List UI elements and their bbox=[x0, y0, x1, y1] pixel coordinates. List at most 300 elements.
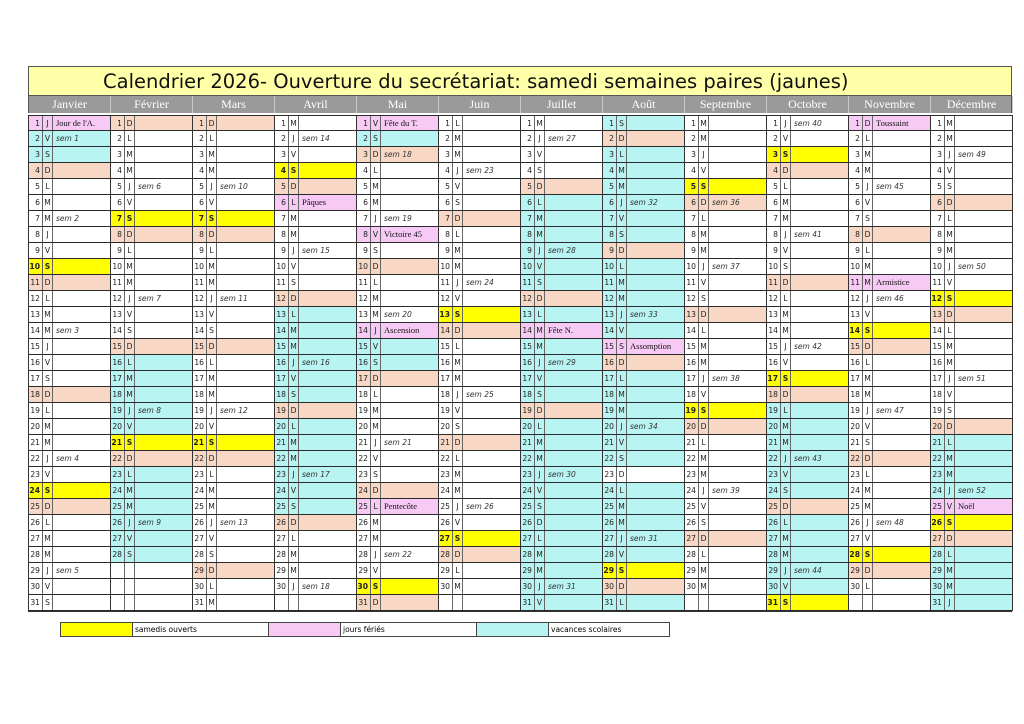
week-number: sem 25 bbox=[466, 390, 494, 399]
week-number bbox=[545, 387, 602, 402]
week-number: sem 2 bbox=[56, 214, 79, 223]
day-number: 24 bbox=[685, 483, 699, 498]
week-number bbox=[709, 339, 766, 354]
week-number bbox=[955, 179, 1012, 194]
day-cell bbox=[111, 435, 192, 451]
week-number bbox=[463, 371, 520, 386]
week-number bbox=[955, 307, 1012, 322]
day-cell bbox=[275, 387, 356, 403]
week-number bbox=[545, 563, 602, 578]
day-cell bbox=[357, 451, 438, 467]
day-cell bbox=[111, 339, 192, 355]
day-letter: J bbox=[699, 371, 709, 386]
week-number bbox=[299, 179, 356, 194]
day-number: 18 bbox=[439, 387, 453, 402]
day-letter: D bbox=[453, 323, 463, 338]
week-number bbox=[873, 147, 930, 162]
week-number bbox=[627, 403, 684, 418]
day-cell bbox=[357, 339, 438, 355]
day-letter: L bbox=[863, 355, 873, 370]
day-number: 7 bbox=[29, 211, 43, 226]
week-number bbox=[627, 179, 684, 194]
week-number bbox=[709, 179, 766, 194]
week-number bbox=[955, 451, 1012, 466]
week-number: sem 31 bbox=[548, 582, 576, 591]
week-number bbox=[709, 323, 766, 338]
day-cell bbox=[439, 387, 520, 403]
week-number bbox=[709, 116, 766, 130]
day-letter: M bbox=[945, 467, 955, 482]
day-letter: J bbox=[535, 579, 545, 594]
day-number: 24 bbox=[521, 483, 535, 498]
day-number: 14 bbox=[767, 323, 781, 338]
day-letter: L bbox=[863, 467, 873, 482]
day-cell bbox=[931, 227, 1012, 243]
day-cell bbox=[29, 163, 110, 179]
day-letter: J bbox=[289, 243, 299, 258]
week-number bbox=[217, 531, 274, 546]
day-cell bbox=[357, 227, 438, 243]
day-number: 30 bbox=[275, 579, 289, 594]
day-cell bbox=[603, 323, 684, 339]
day-letter: M bbox=[945, 339, 955, 354]
day-number: 25 bbox=[275, 499, 289, 514]
day-number: 27 bbox=[931, 531, 945, 546]
day-letter: L bbox=[289, 419, 299, 434]
day-letter: M bbox=[207, 147, 217, 162]
week-number bbox=[217, 451, 274, 466]
week-number bbox=[873, 499, 930, 514]
week-number bbox=[299, 435, 356, 450]
week-number bbox=[709, 531, 766, 546]
day-number: 9 bbox=[849, 243, 863, 258]
day-letter: V bbox=[453, 291, 463, 306]
day-letter: J bbox=[617, 531, 627, 546]
week-number bbox=[135, 499, 192, 514]
week-number: sem 16 bbox=[302, 358, 330, 367]
day-letter: M bbox=[43, 307, 53, 322]
day-number: 22 bbox=[357, 451, 371, 466]
day-number: 21 bbox=[111, 435, 125, 450]
day-cell bbox=[275, 435, 356, 451]
day-number: 28 bbox=[685, 547, 699, 562]
day-letter: J bbox=[781, 339, 791, 354]
week-number bbox=[299, 116, 356, 130]
day-cell bbox=[275, 307, 356, 323]
week-number: sem 42 bbox=[794, 342, 822, 351]
day-letter: D bbox=[289, 403, 299, 418]
month-header: Janvier bbox=[29, 96, 111, 113]
day-letter: S bbox=[371, 131, 381, 146]
week-number: sem 17 bbox=[302, 470, 330, 479]
day-letter: D bbox=[371, 259, 381, 274]
day-number: 4 bbox=[439, 163, 453, 178]
week-number bbox=[463, 563, 520, 578]
day-cell bbox=[357, 371, 438, 387]
day-letter: M bbox=[453, 131, 463, 146]
day-cell bbox=[521, 355, 602, 371]
day-number: 17 bbox=[193, 371, 207, 386]
day-letter: L bbox=[43, 403, 53, 418]
day-letter: V bbox=[781, 467, 791, 482]
day-cell bbox=[111, 291, 192, 307]
day-cell bbox=[521, 323, 602, 339]
day-number: 7 bbox=[193, 211, 207, 226]
week-number bbox=[217, 547, 274, 562]
day-cell bbox=[193, 275, 274, 291]
day-cell bbox=[521, 419, 602, 435]
day-cell bbox=[357, 547, 438, 563]
day-number: 5 bbox=[439, 179, 453, 194]
week-number bbox=[545, 499, 602, 514]
week-number: sem 7 bbox=[138, 294, 161, 303]
week-number bbox=[873, 483, 930, 498]
week-number bbox=[53, 339, 110, 354]
week-number bbox=[135, 307, 192, 322]
day-cell bbox=[521, 195, 602, 211]
day-number: 3 bbox=[767, 147, 781, 162]
week-number bbox=[217, 307, 274, 322]
day-cell bbox=[521, 467, 602, 483]
day-letter: J bbox=[535, 355, 545, 370]
week-number: sem 31 bbox=[630, 534, 658, 543]
week-number bbox=[299, 323, 356, 338]
day-cell bbox=[685, 387, 766, 403]
day-letter: D bbox=[453, 547, 463, 562]
day-letter: S bbox=[453, 307, 463, 322]
day-number: 23 bbox=[603, 467, 617, 482]
day-cell bbox=[275, 195, 356, 211]
day-letter: S bbox=[863, 435, 873, 450]
day-letter: M bbox=[699, 355, 709, 370]
day-cell bbox=[931, 531, 1012, 547]
month-header: Février bbox=[111, 96, 193, 113]
day-letter: M bbox=[617, 275, 627, 290]
week-number bbox=[135, 323, 192, 338]
day-cell bbox=[275, 499, 356, 515]
day-number: 20 bbox=[29, 419, 43, 434]
day-number: 17 bbox=[521, 371, 535, 386]
day-number: 10 bbox=[357, 259, 371, 274]
day-letter: L bbox=[371, 387, 381, 402]
day-number: 1 bbox=[685, 116, 699, 130]
day-letter: M bbox=[535, 211, 545, 226]
day-cell bbox=[439, 115, 520, 131]
day-cell bbox=[439, 515, 520, 531]
day-letter: D bbox=[617, 131, 627, 146]
day-cell bbox=[193, 531, 274, 547]
day-number: 25 bbox=[603, 499, 617, 514]
week-number bbox=[873, 451, 930, 466]
day-cell bbox=[685, 435, 766, 451]
day-letter: S bbox=[453, 195, 463, 210]
week-number bbox=[299, 163, 356, 178]
week-number bbox=[955, 547, 1012, 562]
day-number: 20 bbox=[275, 419, 289, 434]
week-number bbox=[873, 211, 930, 226]
week-number bbox=[709, 547, 766, 562]
day-cell bbox=[439, 467, 520, 483]
day-letter: S bbox=[699, 403, 709, 418]
day-letter: L bbox=[535, 307, 545, 322]
day-number: 11 bbox=[275, 275, 289, 290]
day-number: 1 bbox=[767, 116, 781, 130]
day-number: 22 bbox=[767, 451, 781, 466]
day-letter: J bbox=[945, 595, 955, 610]
week-number bbox=[873, 307, 930, 322]
day-letter: V bbox=[699, 387, 709, 402]
week-number bbox=[217, 371, 274, 386]
day-number: 11 bbox=[439, 275, 453, 290]
week-number bbox=[709, 211, 766, 226]
week-number bbox=[463, 467, 520, 482]
day-number: 6 bbox=[439, 195, 453, 210]
day-letter: D bbox=[781, 275, 791, 290]
day-number: 12 bbox=[849, 291, 863, 306]
month-column bbox=[275, 115, 357, 611]
week-number bbox=[545, 179, 602, 194]
day-letter: M bbox=[289, 116, 299, 130]
week-number bbox=[545, 451, 602, 466]
day-cell bbox=[357, 579, 438, 595]
day-cell bbox=[767, 531, 848, 547]
day-letter: D bbox=[125, 227, 135, 242]
day-cell bbox=[111, 179, 192, 195]
day-letter: J bbox=[535, 131, 545, 146]
day-cell bbox=[521, 275, 602, 291]
week-number bbox=[709, 227, 766, 242]
week-number bbox=[381, 339, 438, 354]
day-number: 25 bbox=[767, 499, 781, 514]
week-number bbox=[955, 243, 1012, 258]
day-letter: S bbox=[207, 211, 217, 226]
day-number: 25 bbox=[931, 499, 945, 514]
day-number: 8 bbox=[193, 227, 207, 242]
day-cell bbox=[275, 339, 356, 355]
week-number bbox=[135, 547, 192, 562]
day-number: 4 bbox=[521, 163, 535, 178]
day-letter: J bbox=[453, 163, 463, 178]
week-number bbox=[53, 243, 110, 258]
day-cell bbox=[29, 275, 110, 291]
day-cell bbox=[357, 259, 438, 275]
day-letter: L bbox=[617, 595, 627, 610]
day-cell bbox=[193, 563, 274, 579]
day-letter: V bbox=[371, 227, 381, 242]
week-number bbox=[463, 195, 520, 210]
day-letter: S bbox=[125, 323, 135, 338]
day-letter: S bbox=[617, 227, 627, 242]
day-letter: S bbox=[371, 579, 381, 594]
week-number: sem 18 bbox=[302, 582, 330, 591]
week-number bbox=[53, 515, 110, 530]
week-number bbox=[627, 435, 684, 450]
week-number bbox=[135, 355, 192, 370]
day-number: 26 bbox=[767, 515, 781, 530]
week-number bbox=[217, 211, 274, 226]
week-number bbox=[627, 147, 684, 162]
day-letter: M bbox=[43, 211, 53, 226]
day-number: 7 bbox=[357, 211, 371, 226]
day-number: 22 bbox=[193, 451, 207, 466]
day-letter: M bbox=[43, 195, 53, 210]
day-cell bbox=[111, 371, 192, 387]
day-letter: S bbox=[43, 371, 53, 386]
day-letter: L bbox=[945, 211, 955, 226]
day-cell bbox=[521, 515, 602, 531]
day-number: 18 bbox=[111, 387, 125, 402]
day-cell bbox=[685, 147, 766, 163]
day-letter: J bbox=[43, 116, 53, 130]
day-letter: D bbox=[781, 387, 791, 402]
day-number: 21 bbox=[685, 435, 699, 450]
day-number: 2 bbox=[111, 131, 125, 146]
day-letter: V bbox=[781, 579, 791, 594]
day-cell bbox=[603, 483, 684, 499]
day-cell bbox=[685, 499, 766, 515]
day-cell bbox=[439, 435, 520, 451]
week-number bbox=[53, 403, 110, 418]
day-number: 3 bbox=[357, 147, 371, 162]
day-cell bbox=[685, 243, 766, 259]
week-number bbox=[545, 307, 602, 322]
day-letter: V bbox=[207, 531, 217, 546]
week-number bbox=[463, 211, 520, 226]
day-number: 8 bbox=[603, 227, 617, 242]
week-number: sem 52 bbox=[958, 486, 986, 495]
week-number bbox=[873, 131, 930, 146]
week-number bbox=[135, 419, 192, 434]
day-cell bbox=[603, 435, 684, 451]
week-number bbox=[217, 163, 274, 178]
day-number: 20 bbox=[603, 419, 617, 434]
day-letter: J bbox=[945, 371, 955, 386]
day-cell bbox=[849, 259, 930, 275]
day-number: 12 bbox=[685, 291, 699, 306]
day-letter: S bbox=[945, 515, 955, 530]
day-letter: M bbox=[617, 179, 627, 194]
day-number: 8 bbox=[849, 227, 863, 242]
week-number bbox=[873, 387, 930, 402]
day-number: 1 bbox=[849, 116, 863, 130]
day-letter: V bbox=[945, 499, 955, 514]
day-number: 10 bbox=[603, 259, 617, 274]
day-letter: L bbox=[125, 467, 135, 482]
day-letter: J bbox=[125, 515, 135, 530]
day-number: 29 bbox=[357, 563, 371, 578]
week-number bbox=[709, 467, 766, 482]
day-cell bbox=[193, 387, 274, 403]
day-letter: V bbox=[371, 339, 381, 354]
day-number: 20 bbox=[357, 419, 371, 434]
day-cell bbox=[193, 435, 274, 451]
day-number: 25 bbox=[357, 499, 371, 514]
week-number: sem 47 bbox=[876, 406, 904, 415]
day-cell bbox=[29, 579, 110, 595]
day-cell bbox=[439, 131, 520, 147]
day-number: 12 bbox=[521, 291, 535, 306]
day-number: 25 bbox=[29, 499, 43, 514]
day-cell bbox=[931, 403, 1012, 419]
day-number: 29 bbox=[275, 563, 289, 578]
day-cell bbox=[357, 499, 438, 515]
day-number: 24 bbox=[767, 483, 781, 498]
day-letter: J bbox=[289, 131, 299, 146]
week-number bbox=[217, 355, 274, 370]
day-cell bbox=[931, 339, 1012, 355]
day-number: 5 bbox=[685, 179, 699, 194]
day-letter: L bbox=[207, 131, 217, 146]
day-letter: V bbox=[289, 259, 299, 274]
day-letter: D bbox=[371, 147, 381, 162]
week-number bbox=[381, 355, 438, 370]
day-cell bbox=[193, 259, 274, 275]
week-number bbox=[135, 339, 192, 354]
week-number bbox=[627, 355, 684, 370]
day-letter: L bbox=[371, 275, 381, 290]
day-letter: M bbox=[371, 195, 381, 210]
day-number: 27 bbox=[111, 531, 125, 546]
day-letter: D bbox=[125, 339, 135, 354]
day-number: 28 bbox=[767, 547, 781, 562]
day-letter: S bbox=[535, 163, 545, 178]
day-cell bbox=[357, 531, 438, 547]
day-letter: L bbox=[781, 179, 791, 194]
day-letter: D bbox=[781, 499, 791, 514]
day-letter: L bbox=[863, 131, 873, 146]
day-number: 12 bbox=[439, 291, 453, 306]
week-number bbox=[709, 243, 766, 258]
day-letter: S bbox=[207, 435, 217, 450]
day-letter: L bbox=[699, 435, 709, 450]
week-number bbox=[299, 147, 356, 162]
day-cell bbox=[275, 531, 356, 547]
day-cell bbox=[111, 211, 192, 227]
week-number bbox=[873, 371, 930, 386]
week-number bbox=[627, 547, 684, 562]
week-number bbox=[135, 243, 192, 258]
day-letter: M bbox=[863, 163, 873, 178]
day-number: 1 bbox=[111, 116, 125, 130]
day-letter: L bbox=[535, 195, 545, 210]
day-letter: J bbox=[863, 515, 873, 530]
week-number bbox=[217, 147, 274, 162]
day-cell bbox=[521, 499, 602, 515]
day-number: 27 bbox=[685, 531, 699, 546]
week-number bbox=[791, 515, 848, 530]
day-cell bbox=[111, 355, 192, 371]
week-number bbox=[627, 499, 684, 514]
day-number: 5 bbox=[357, 179, 371, 194]
day-cell bbox=[521, 131, 602, 147]
day-letter: D bbox=[207, 339, 217, 354]
day-letter: M bbox=[781, 547, 791, 562]
day-letter: D bbox=[863, 563, 873, 578]
day-letter: M bbox=[125, 163, 135, 178]
day-cell bbox=[439, 547, 520, 563]
day-cell bbox=[685, 371, 766, 387]
day-letter: M bbox=[371, 515, 381, 530]
week-number bbox=[217, 579, 274, 594]
week-number bbox=[627, 116, 684, 130]
day-number: 13 bbox=[931, 307, 945, 322]
day-letter: M bbox=[781, 323, 791, 338]
week-number bbox=[955, 131, 1012, 146]
day-cell bbox=[849, 419, 930, 435]
day-letter: D bbox=[617, 243, 627, 258]
day-cell bbox=[439, 499, 520, 515]
holiday-label: Toussaint bbox=[876, 118, 909, 128]
